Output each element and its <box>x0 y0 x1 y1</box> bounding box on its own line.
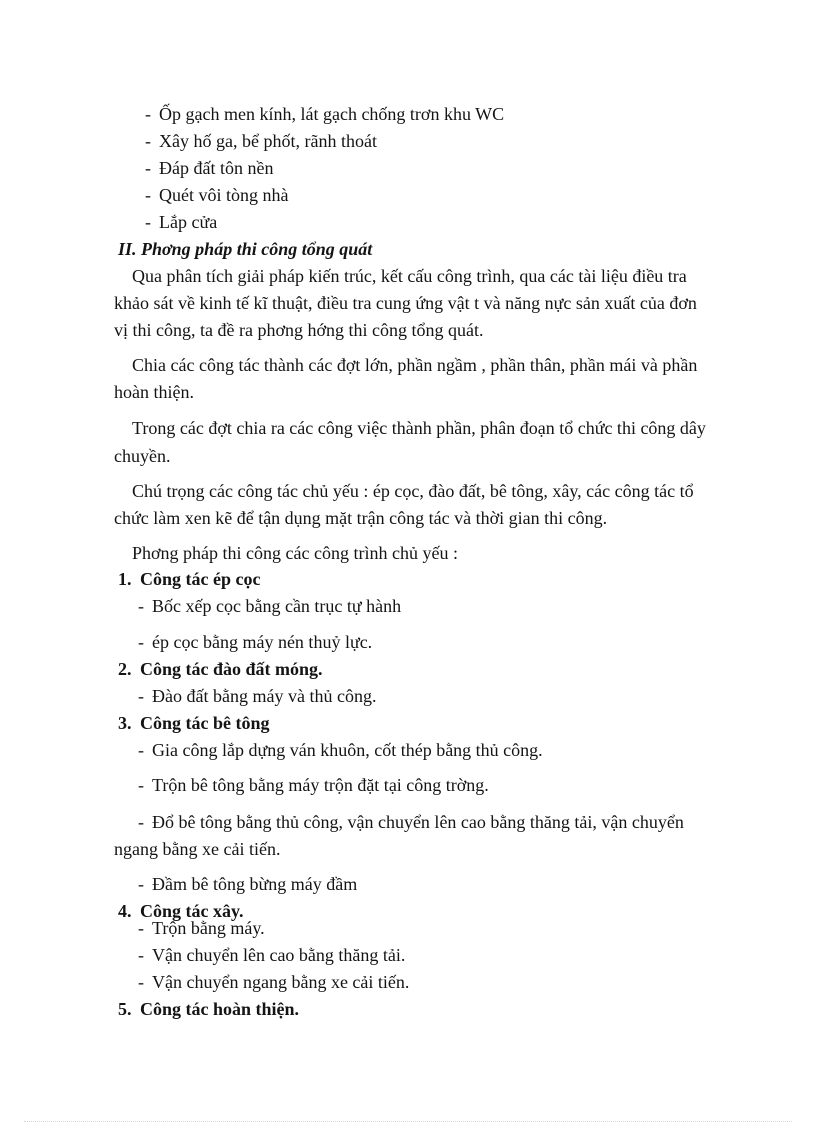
numbered-heading: 2. Công tác đào đất móng. <box>118 659 323 679</box>
paragraph-line: vị thi công, ta đề ra phơng hớng thi công tổng quát. <box>114 320 484 340</box>
paragraph-line: hoàn thiện. <box>114 382 194 402</box>
paragraph-line: Chú trọng các công tác chủ yếu : ép cọc, đào đất, bê tông, xây, các công tác tổ <box>132 481 694 501</box>
list-item: - Bốc xếp cọc bằng cần trục tự hành <box>138 596 402 616</box>
list-item: - Đáp đất tôn nền <box>145 158 274 178</box>
list-item: - Quét vôi tòng nhà <box>145 185 289 205</box>
numbered-heading: 5. Công tác hoàn thiện. <box>118 999 300 1019</box>
list-item: - ép cọc bằng máy nén thuỷ lực. <box>138 632 373 652</box>
list-item: - Gia công lắp dựng ván khuôn, cốt thép bằng thủ công. <box>138 740 543 760</box>
list-item: - Xây hố ga, bể phốt, rãnh thoát <box>145 131 377 151</box>
list-item: - Lắp cửa <box>145 212 218 232</box>
numbered-heading: 1. Công tác ép cọc <box>118 569 261 589</box>
paragraph-line: ngang bằng xe cải tiến. <box>114 839 281 859</box>
list-item: - Vận chuyển ngang bằng xe cải tiến. <box>138 972 410 992</box>
paragraph-line: Phơng pháp thi công các công trình chủ yếu : <box>132 543 458 563</box>
list-item: - Trộn bằng máy. <box>138 918 265 938</box>
list-item: - Đào đất bằng máy và thủ công. <box>138 686 377 706</box>
paragraph-line: chuyền. <box>114 446 171 466</box>
paragraph-line: Chia các công tác thành các đợt lớn, phần ngầm , phần thân, phần mái và phần <box>132 355 698 375</box>
paragraph-line: khảo sát về kinh tế kĩ thuật, điều tra cung ứng vật t và năng nực sản xuất của đơn <box>114 293 697 313</box>
list-item: - Vận chuyển lên cao bằng thăng tải. <box>138 945 406 965</box>
list-item: - Đầm bê tông bừng máy đầm <box>138 874 358 894</box>
section-heading: II. Phơng pháp thi công tổng quát <box>118 239 373 259</box>
list-item: - Đổ bê tông bằng thủ công, vận chuyển lên cao bằng thăng tải, vận chuyển <box>138 812 684 832</box>
numbered-heading: 3. Công tác bê tông <box>118 713 270 733</box>
paragraph-line: Qua phân tích giải pháp kiến trúc, kết cấu công trình, qua các tài liệu điều tra <box>132 266 687 286</box>
page-bottom-rule <box>24 1121 792 1122</box>
paragraph-line: chức làm xen kẽ để tận dụng mặt trận công tác và thời gian thi công. <box>114 508 608 528</box>
numbered-heading: 4. Công tác xây. <box>118 901 244 921</box>
paragraph-line: Trong các đợt chia ra các công việc thành phần, phân đoạn tổ chức thi công dây <box>132 418 706 438</box>
list-item: - Trộn bê tông bằng máy trộn đặt tại công trờng. <box>138 775 489 795</box>
list-item: - Ốp gạch men kính, lát gạch chống trơn khu WC <box>145 104 505 124</box>
